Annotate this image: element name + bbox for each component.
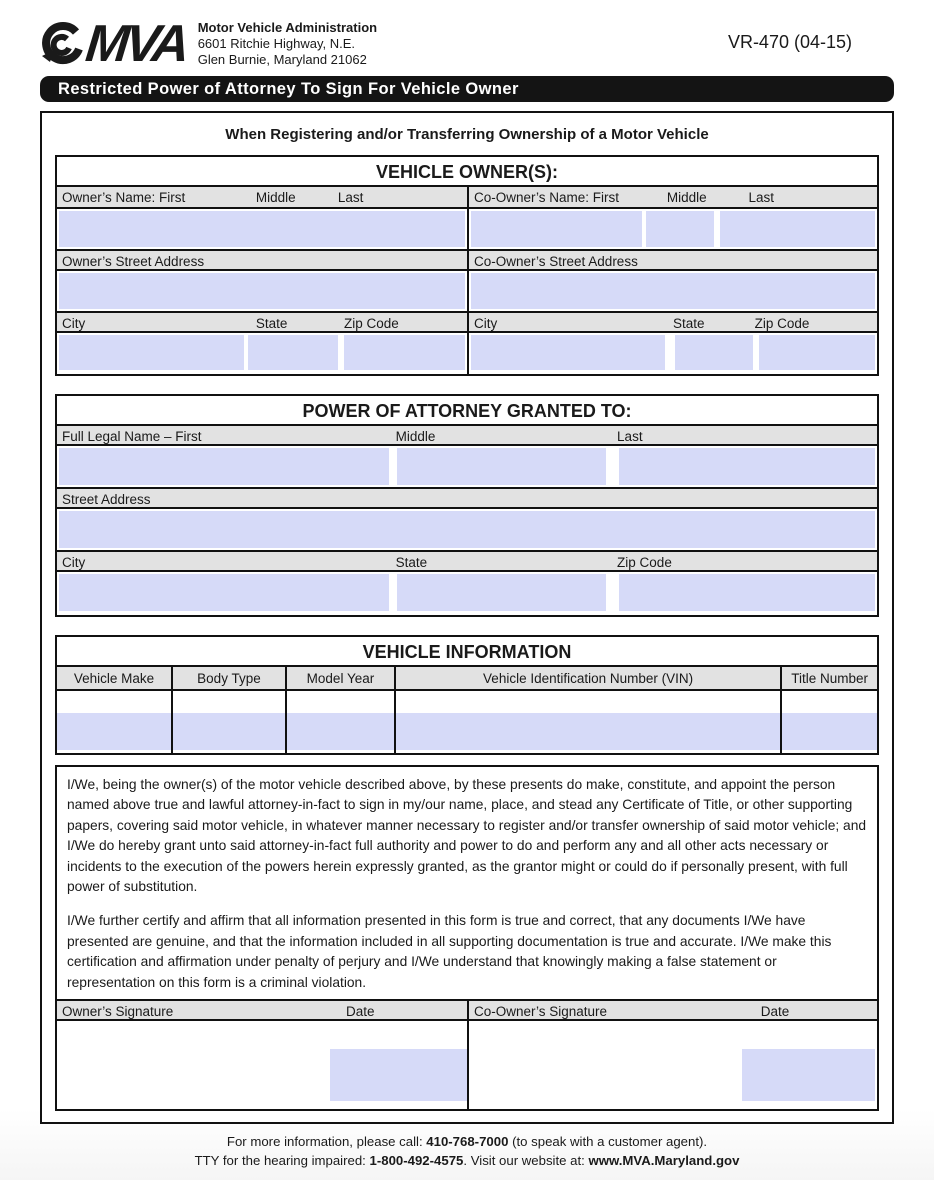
owner-date-label: Date — [346, 1004, 375, 1020]
co-owner-state-label: State — [673, 316, 705, 331]
agency-address-line2: Glen Burnie, Maryland 21062 — [197, 52, 367, 67]
owner-last-label: Last — [337, 190, 364, 205]
vehicle-info-header-row — [57, 667, 877, 691]
co-owner-csz-label-row — [469, 311, 877, 333]
owner-signature-area[interactable] — [57, 1021, 467, 1109]
agency-address-line1: 6601 Ritchie Highway, N.E. — [197, 36, 355, 51]
owner-state-label: State — [255, 316, 288, 331]
owner-name-label-row — [57, 187, 467, 209]
signature-input-row — [57, 1021, 877, 1109]
title-number-header: Title Number — [780, 667, 877, 689]
vehicle-owner-section — [55, 155, 879, 376]
footer-phone-number: 410-768-7000 — [426, 1134, 509, 1149]
owner-street-label: Owner’s Street Address — [62, 254, 205, 269]
form-footer — [0, 1132, 934, 1170]
co-owner-date-field[interactable] — [742, 1049, 875, 1101]
poa-section-title: POWER OF ATTORNEY GRANTED TO: — [57, 396, 877, 426]
poa-street-label-row — [57, 487, 877, 509]
signature-label-row — [57, 999, 877, 1021]
owner-csz-label-row — [57, 311, 467, 333]
owner-zip-field[interactable] — [344, 335, 465, 370]
mva-logo — [40, 15, 189, 73]
poa-csz-row — [57, 572, 877, 615]
owner-city-field[interactable] — [59, 335, 244, 370]
model-year-field[interactable] — [287, 713, 394, 750]
poa-street-address-field[interactable] — [59, 511, 875, 548]
co-owner-signature-area[interactable] — [467, 1021, 877, 1109]
form-body — [40, 111, 894, 1124]
vehicle-info-section-title: VEHICLE INFORMATION — [57, 637, 877, 667]
poa-city-label: City — [62, 555, 86, 570]
footer-call-suffix: (to speak with a customer agent). — [508, 1134, 708, 1149]
owner-csz-row — [57, 333, 467, 374]
co-owner-name-label: Co-Owner’s Name: First — [474, 190, 620, 205]
co-owner-last-name-field[interactable] — [720, 211, 875, 247]
vehicle-info-section — [55, 635, 879, 755]
footer-line-1 — [0, 1132, 934, 1151]
form-subtitle: When Registering and/or Transferring Ownership of a Motor Vehicle — [225, 126, 709, 143]
poa-last-label: Last — [617, 429, 643, 444]
vin-header: Vehicle Identification Number (VIN) — [394, 667, 780, 689]
owner-zip-label: Zip Code — [344, 316, 399, 331]
vehicle-make-header: Vehicle Make — [73, 671, 155, 686]
poa-state-label: State — [395, 555, 428, 570]
co-owner-csz-row — [469, 333, 877, 374]
footer-website-url: www.MVA.Maryland.gov — [588, 1153, 740, 1168]
poa-zip-label: Zip Code — [617, 555, 672, 570]
co-owner-last-label: Last — [748, 190, 774, 205]
owner-column — [57, 187, 467, 374]
body-type-field[interactable] — [173, 713, 285, 750]
co-owner-state-field[interactable] — [675, 335, 753, 370]
co-owner-column — [467, 187, 877, 374]
co-owner-street-row — [469, 271, 877, 313]
co-owner-signature-label-cell — [467, 1001, 877, 1023]
poa-first-name-field[interactable] — [59, 448, 389, 485]
poa-state-field[interactable] — [397, 574, 606, 611]
poa-name-row — [57, 446, 877, 489]
legal-paragraph-1: I/We, being the owner(s) of the motor vehicle described above, by these presents do make, constitute, and appoint the person named above true and lawful attorney-in-fact to sign in my/our name, place, and stead any Certificate of Title, or other supporting papers, covering said motor vehicle, in whatever manner necessary to register and/or transfer ownership of said motor vehicle; and I/We do hereby grant unto said attorney-in-fact full authority and power to do and perform any and all other acts necessary or incidents to the execution of the powers herein expressly granted, as the grantor might or could do if personally present, with full power of substitution. — [67, 777, 867, 895]
owner-middle-label: Middle — [255, 190, 296, 205]
co-owner-date-label: Date — [760, 1004, 790, 1020]
poa-last-name-field[interactable] — [619, 448, 875, 485]
poa-first-name-label: Full Legal Name – First — [62, 429, 202, 444]
co-owner-middle-label: Middle — [666, 190, 707, 205]
vehicle-info-input-row — [57, 691, 877, 753]
co-owner-name-label-row — [469, 187, 877, 209]
co-owner-city-field[interactable] — [471, 335, 665, 370]
form-number: VR-470 (04-15) — [727, 32, 852, 52]
poa-section — [55, 394, 879, 617]
body-type-header: Body Type — [171, 667, 285, 689]
co-owner-street-label-row — [469, 249, 877, 271]
footer-tty-text: TTY for the hearing impaired: — [194, 1153, 370, 1168]
co-owner-street-address-field[interactable] — [471, 273, 875, 309]
certification-section — [55, 765, 879, 1111]
owner-street-row — [57, 271, 467, 313]
owner-state-field[interactable] — [248, 335, 338, 370]
poa-middle-label: Middle — [395, 429, 436, 444]
vin-field[interactable] — [396, 713, 780, 750]
co-owner-street-label: Co-Owner’s Street Address — [474, 254, 638, 269]
vehicle-make-field[interactable] — [57, 713, 171, 750]
poa-street-label: Street Address — [62, 492, 151, 507]
co-owner-name-row — [469, 209, 877, 251]
owner-name-field[interactable] — [59, 211, 465, 247]
agency-address — [198, 20, 377, 68]
footer-website-text: . Visit our website at: — [463, 1153, 589, 1168]
mva-swirl-icon — [40, 22, 84, 66]
poa-middle-name-field[interactable] — [397, 448, 606, 485]
owner-signature-label: Owner’s Signature — [62, 1004, 174, 1020]
owner-city-label: City — [62, 316, 86, 331]
form-header — [0, 0, 934, 73]
poa-street-row — [57, 509, 877, 552]
title-number-field[interactable] — [782, 713, 877, 750]
poa-city-field[interactable] — [59, 574, 389, 611]
legal-paragraph-2: I/We further certify and affirm that all information presented in this form is true and correct, that any documents I/We have presented are genuine, and that the information included in all supporting documentation is true and accurate. I/We make this certification and affirmation under penalty of perjury and I/We understand that knowingly making a false statement or representation on this form is a criminal violation. — [67, 913, 832, 990]
owner-street-address-field[interactable] — [59, 273, 465, 309]
form-title-bar: Restricted Power of Attorney To Sign For Vehicle Owner — [40, 76, 894, 102]
owner-name-label: Owner’s Name: First — [62, 190, 186, 205]
owner-signature-label-cell — [57, 1001, 467, 1023]
co-owner-middle-name-field[interactable] — [646, 211, 713, 247]
co-owner-first-name-field[interactable] — [471, 211, 642, 247]
poa-name-label-row — [57, 424, 877, 446]
model-year-header: Model Year — [285, 667, 394, 689]
co-owner-zip-label: Zip Code — [754, 316, 810, 331]
mva-logo-text: MVA — [82, 15, 189, 73]
co-owner-signature-label: Co-Owner’s Signature — [474, 1004, 608, 1020]
poa-csz-label-row — [57, 550, 877, 572]
footer-line-2 — [0, 1151, 934, 1170]
vehicle-owner-section-title: VEHICLE OWNER(S): — [57, 157, 877, 187]
owner-date-field[interactable] — [330, 1049, 467, 1101]
poa-zip-field[interactable] — [619, 574, 875, 611]
agency-name: Motor Vehicle Administration — [197, 20, 378, 35]
owner-street-label-row — [57, 249, 467, 271]
co-owner-zip-field[interactable] — [759, 335, 875, 370]
legal-text — [57, 767, 877, 999]
owner-name-row — [57, 209, 467, 251]
footer-call-text: For more information, please call: — [226, 1134, 427, 1149]
co-owner-city-label: City — [474, 316, 498, 331]
footer-tty-number: 1-800-492-4575 — [369, 1153, 464, 1168]
